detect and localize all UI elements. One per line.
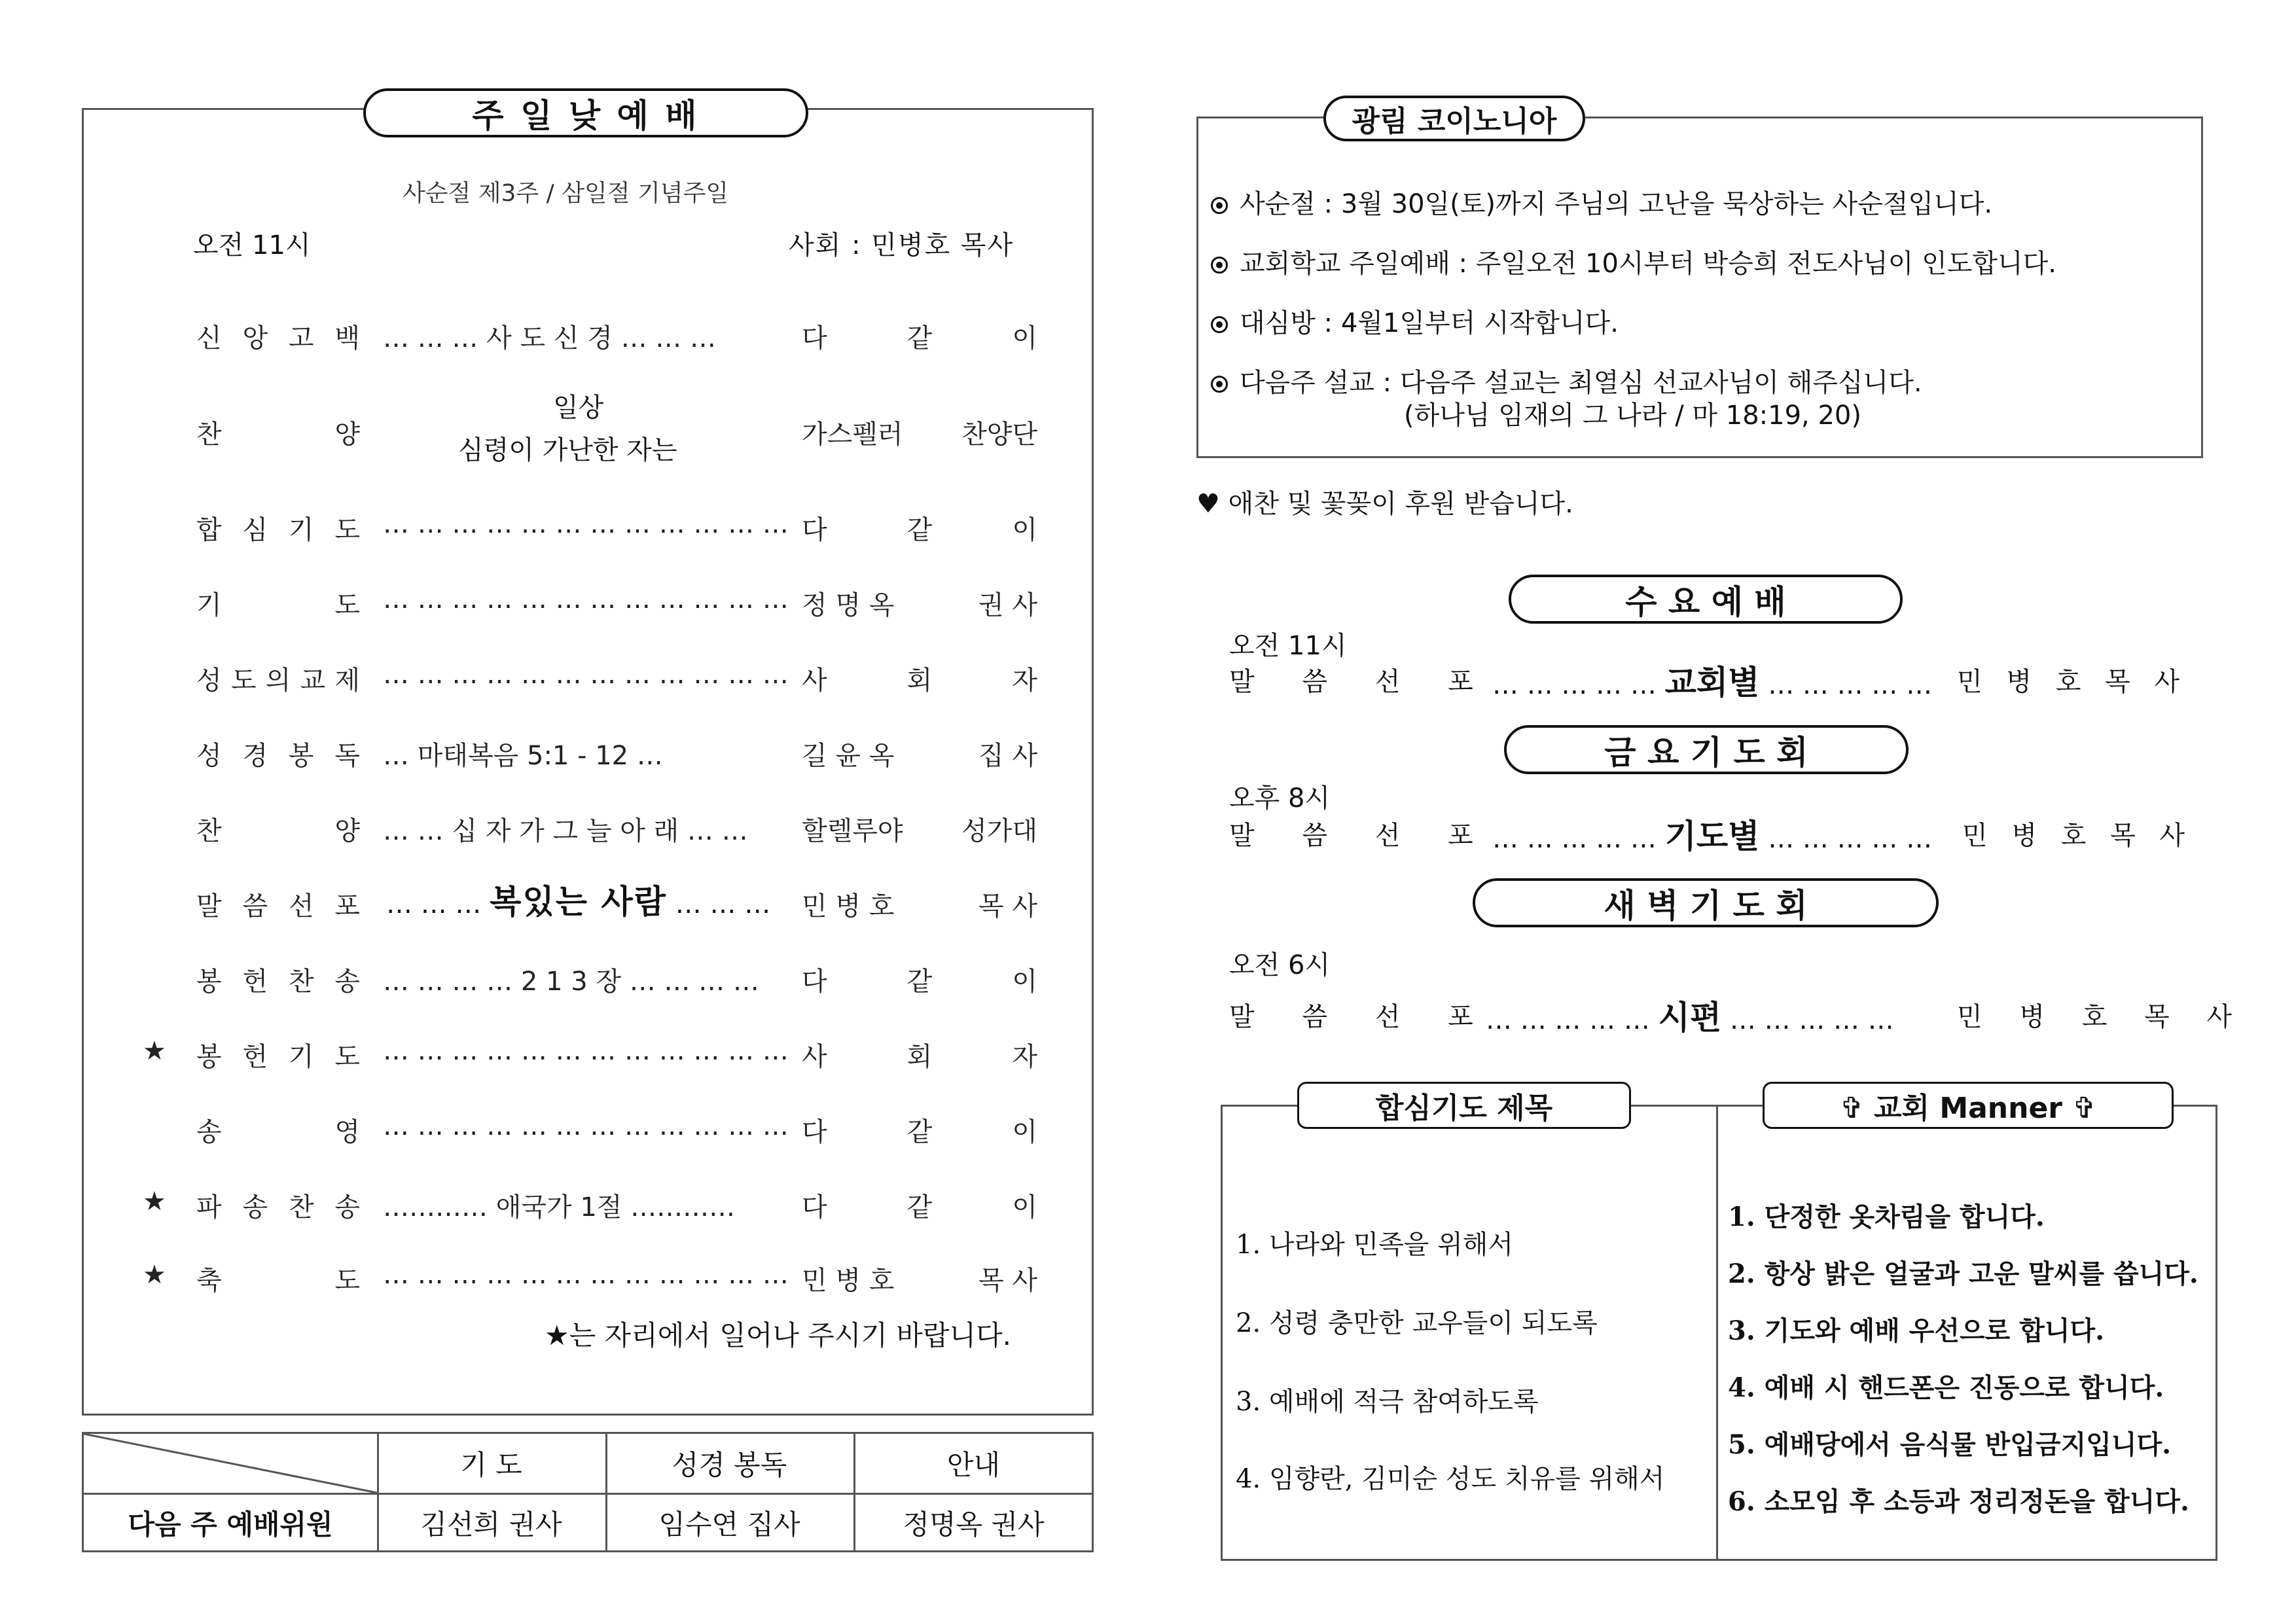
service-item-detail: … … … … … … … … … … … … [383, 1036, 789, 1066]
item-char: 신 [196, 323, 222, 353]
responsible-part: 가스펠러 [802, 419, 903, 450]
service-time: 오전 11시 [193, 230, 311, 260]
item-char: 봉 [288, 741, 314, 771]
wednesday-time: 오전 11시 [1229, 631, 1347, 661]
news-title: 광림 코이노니아 [1323, 96, 1585, 141]
service-row [196, 1111, 1041, 1150]
responsible-part: 성가대 [961, 816, 1037, 846]
manner-item-3: 3. 기도와 예배 우선으로 합니다. [1728, 1315, 2105, 1346]
responsible-part: 같 [906, 323, 933, 353]
presider: 사회 : 민병호 목사 [789, 230, 1014, 260]
item-char: 합 [196, 515, 222, 545]
item-char: 독 [334, 741, 360, 771]
manner-item-4: 4. 예배 시 핸드폰은 진동으로 합니다. [1728, 1372, 2164, 1403]
item-char: 교 [300, 666, 326, 696]
responsible-part: 같 [906, 1192, 933, 1222]
item-char: 헌 [242, 1042, 268, 1072]
service-item-responsible [802, 584, 1037, 622]
item-char: 말 [196, 891, 222, 921]
item-char: 심 [242, 515, 268, 545]
service-item-label [196, 660, 360, 697]
responsible-part: 민 병 호 [802, 891, 895, 921]
table-diagonal [84, 1434, 378, 1494]
responsible-part: 찬양단 [961, 419, 1037, 450]
friday-sermon: 기도별 [1664, 817, 1760, 855]
item-char: 찬 [288, 1192, 314, 1222]
item-char: 송 [242, 1192, 268, 1222]
item-char: 양 [334, 419, 360, 450]
heart-line: ♥ 애찬 및 꽃꽂이 후원 받습니다. [1196, 489, 1573, 519]
prayer-item-2: 2. 성령 충만한 교우들이 되도록 [1236, 1308, 1598, 1338]
responsible-part: 회 [906, 666, 933, 696]
star-icon: ★ [143, 1186, 166, 1217]
news-item-4: 다음주 설교 : 다음주 설교는 최열심 선교사님이 해주십니다. [1211, 362, 1922, 399]
table-cell-prayer: 김선희 권사 [420, 1508, 562, 1541]
item-char: 파 [196, 1192, 222, 1222]
hymn-line-1: 일상 [553, 393, 604, 423]
responsible-part: 정 명 옥 [802, 590, 895, 620]
item-char: 찬 [196, 816, 222, 846]
item-char: 양 [334, 816, 360, 846]
radio-bullet-icon [1211, 316, 1228, 333]
service-item-label [196, 1111, 360, 1149]
service-row [196, 584, 1041, 624]
dawn-label: 말 씀 선 포 [1229, 1002, 1493, 1032]
item-char: 앙 [242, 323, 268, 353]
service-item-responsible [802, 810, 1037, 847]
wednesday-sermon: 교회별 [1664, 664, 1760, 702]
service-item-responsible [802, 414, 1037, 451]
prayer-item-1: 1. 나라와 민족을 위해서 [1236, 1230, 1514, 1260]
item-char: 씀 [242, 891, 268, 921]
responsible-part: 이 [1012, 515, 1037, 545]
service-item-responsible [802, 1186, 1037, 1224]
item-char: 기 [288, 515, 314, 545]
responsible-part: 이 [1012, 967, 1037, 997]
responsible-part: 목 사 [978, 891, 1037, 921]
service-item-detail: ………… 애국가 1절 ………… [383, 1192, 736, 1222]
item-char: 도 [334, 515, 360, 545]
service-item-responsible [802, 1111, 1037, 1149]
service-item-label [196, 961, 360, 998]
table-header-usher: 안내 [946, 1449, 1001, 1481]
item-char: 도 [334, 1266, 360, 1296]
dawn-time: 오전 6시 [1229, 950, 1331, 980]
item-char: 찬 [288, 967, 314, 997]
item-char: 백 [334, 323, 360, 353]
sermon-dots-right: … … … [675, 889, 771, 919]
service-item-responsible [802, 509, 1037, 546]
responsible-part: 자 [1012, 1042, 1037, 1072]
item-char: 선 [288, 891, 314, 921]
responsible-part: 권 사 [978, 590, 1037, 620]
table-row-label: 다음 주 예배위원 [128, 1508, 333, 1541]
service-item-responsible [802, 660, 1037, 697]
item-char: 포 [334, 891, 360, 921]
item-char: 의 [265, 666, 291, 696]
item-char: 찬 [196, 419, 222, 450]
table-cell-reading: 임수연 집사 [658, 1508, 800, 1541]
item-char: 고 [288, 323, 314, 353]
responsible-part: 같 [906, 515, 933, 545]
friday-time: 오후 8시 [1229, 783, 1331, 813]
service-row [196, 660, 1041, 699]
responsible-part: 다 [802, 1192, 827, 1222]
friday-speaker: 민 병 호 목 사 [1962, 821, 2193, 851]
dots-left: … … … … … [1486, 1005, 1650, 1035]
item-char: 축 [196, 1266, 222, 1296]
service-row [196, 810, 1041, 849]
responsible-part: 민 병 호 [802, 1266, 895, 1296]
service-item-label [196, 1036, 360, 1073]
item-char: 영 [334, 1117, 360, 1147]
manner-item-5: 5. 예배당에서 음식물 반입금지입니다. [1728, 1429, 2172, 1460]
next-week-table [82, 1432, 1094, 1552]
sermon-title: 복있는 사람 [490, 883, 668, 921]
radio-bullet-icon [1211, 197, 1228, 214]
news-sub: (하나님 임재의 그 나라 / 마 18:19, 20) [1404, 401, 1861, 431]
service-item-label [196, 1186, 360, 1224]
wednesday-sermon-line [1492, 656, 1932, 704]
item-char: 송 [334, 967, 360, 997]
dawn-sermon: 시편 [1658, 999, 1722, 1037]
responsible-part: 다 [802, 967, 827, 997]
wednesday-speaker: 민 병 호 목 사 [1957, 667, 2188, 697]
manner-title: ✞ 교회 Manner ✞ [1763, 1082, 2174, 1129]
service-item-label [196, 885, 360, 923]
service-item-detail: … … … … 2 1 3 장 … … … … [383, 967, 759, 997]
service-item-label [196, 584, 360, 622]
item-char: 송 [196, 1117, 222, 1147]
heart-icon: ♥ [1196, 489, 1220, 519]
news-item-3: 대심방 : 4월1일부터 시작합니다. [1211, 302, 1619, 340]
item-char: 봉 [196, 1042, 222, 1072]
manner-item-1: 1. 단정한 옷차림을 합니다. [1728, 1202, 2045, 1232]
dots-right: … … … … … [1768, 670, 1933, 700]
table-header-reading: 성경 봉독 [672, 1449, 787, 1481]
item-char: 성 [196, 741, 222, 771]
service-row [196, 961, 1041, 1000]
responsible-part: 다 [802, 515, 827, 545]
item-char: 도 [334, 1042, 360, 1072]
service-item-responsible [802, 1260, 1037, 1297]
dawn-sermon-line [1486, 991, 1894, 1039]
dawn-service-title: 새 벽 기 도 회 [1473, 878, 1939, 927]
friday-label: 말 씀 선 포 [1229, 821, 1493, 851]
service-row [143, 1260, 1041, 1299]
sermon-dots-left: … … … [386, 889, 482, 919]
service-item-detail: … … … … … … … … … … … … [383, 1111, 789, 1141]
service-row [196, 317, 1041, 357]
service-row [196, 509, 1041, 548]
dots-right: … … … … … [1729, 1005, 1894, 1035]
service-item-label [196, 810, 360, 847]
service-item-responsible [802, 735, 1037, 772]
responsible-part: 할렐루야 [802, 816, 903, 846]
wednesday-service-title: 수 요 예 배 [1509, 575, 1903, 624]
news-item-2: 교회학교 주일예배 : 주일오전 10시부터 박승희 전도사님이 인도합니다. [1211, 243, 2056, 280]
dots-right: … … … … … [1768, 824, 1933, 854]
item-char: 봉 [196, 967, 222, 997]
responsible-part: 집 사 [978, 741, 1037, 771]
table-cell-usher: 정명옥 권사 [903, 1508, 1045, 1541]
responsible-part: 이 [1012, 1117, 1037, 1147]
service-item-label [196, 509, 360, 546]
responsible-part: 사 [802, 1042, 827, 1072]
responsible-part: 사 [802, 666, 827, 696]
service-item-detail: … 마태복음 5:1 - 12 … [383, 741, 663, 771]
item-char: 도 [230, 666, 257, 696]
responsible-part: 길 윤 옥 [802, 741, 895, 771]
sermon-line [386, 883, 771, 921]
service-item-responsible [802, 317, 1037, 355]
item-char: 성 [196, 666, 222, 696]
item-char: 도 [334, 590, 360, 620]
manner-item-6: 6. 소모임 후 소등과 정리정돈을 합니다. [1728, 1486, 2189, 1517]
responsible-part: 회 [906, 1042, 933, 1072]
responsible-part: 이 [1012, 1192, 1037, 1222]
responsible-part: 같 [906, 967, 933, 997]
friday-service-title: 금 요 기 도 회 [1504, 725, 1909, 774]
service-item-label [196, 735, 360, 772]
service-item-label [196, 1260, 360, 1297]
dots-left: … … … … … [1492, 670, 1657, 700]
responsible-part: 다 [802, 323, 827, 353]
item-char: 제 [334, 666, 360, 696]
hymn-line-2: 심령이 가난한 자는 [458, 435, 677, 465]
service-item-detail: … … … … … … … … … … … … [383, 509, 789, 539]
service-item-detail: … … … … … … … … … … … … [383, 660, 789, 690]
service-item-label [196, 414, 360, 451]
service-item-responsible [802, 1036, 1037, 1073]
responsible-part: 자 [1012, 666, 1037, 696]
service-item-detail: … … … 사 도 신 경 … … … [383, 323, 716, 353]
responsible-part: 다 [802, 1117, 827, 1147]
radio-bullet-icon [1211, 257, 1228, 274]
manner-item-2: 2. 항상 밝은 얼굴과 고운 말씨를 씁니다. [1728, 1258, 2198, 1289]
item-char: 기 [288, 1042, 314, 1072]
responsible-part: 같 [906, 1117, 933, 1147]
dots-left: … … … … … [1492, 824, 1657, 854]
prayer-title: 합심기도 제목 [1297, 1082, 1631, 1129]
prayer-item-4: 4. 임향란, 김미순 성도 치유를 위해서 [1236, 1464, 1665, 1494]
service-row [196, 735, 1041, 774]
star-icon: ★ [143, 1260, 166, 1290]
service-row [143, 1036, 1041, 1075]
item-char: 송 [334, 1192, 360, 1222]
responsible-part: 이 [1012, 323, 1037, 353]
service-item-responsible [802, 885, 1037, 923]
friday-sermon-line [1492, 810, 1932, 857]
sunday-service-title: 주 일 낮 예 배 [363, 88, 808, 137]
item-char: 경 [242, 741, 268, 771]
item-char: 기 [196, 590, 222, 620]
star-icon: ★ [143, 1036, 166, 1066]
standing-note: ★는 자리에서 일어나 주시기 바랍니다. [545, 1319, 1011, 1351]
service-item-detail: … … … … … … … … … … … … [383, 584, 789, 615]
news-item-1: 사순절 : 3월 30일(토)까지 주님의 고난을 묵상하는 사순절입니다. [1211, 183, 1992, 221]
responsible-part: 목 사 [978, 1266, 1037, 1296]
frame-divider [1716, 1105, 1718, 1561]
service-subtitle: 사순절 제3주 / 삼일절 기념주일 [403, 180, 729, 207]
service-row [143, 1186, 1041, 1226]
service-item-detail: … … … … … … … … … … … … [383, 1260, 789, 1290]
item-char: 헌 [242, 967, 268, 997]
service-item-detail: … … 십 자 가 그 늘 아 래 … … [383, 816, 748, 846]
radio-bullet-icon [1211, 376, 1228, 393]
service-item-responsible [802, 961, 1037, 998]
dawn-speaker: 민 병 호 목 사 [1957, 1002, 2247, 1032]
service-item-label [196, 317, 360, 355]
prayer-item-3: 3. 예배에 적극 참여하도록 [1236, 1387, 1539, 1417]
table-header-prayer: 기 도 [460, 1449, 522, 1481]
wednesday-label: 말 씀 선 포 [1229, 667, 1493, 697]
